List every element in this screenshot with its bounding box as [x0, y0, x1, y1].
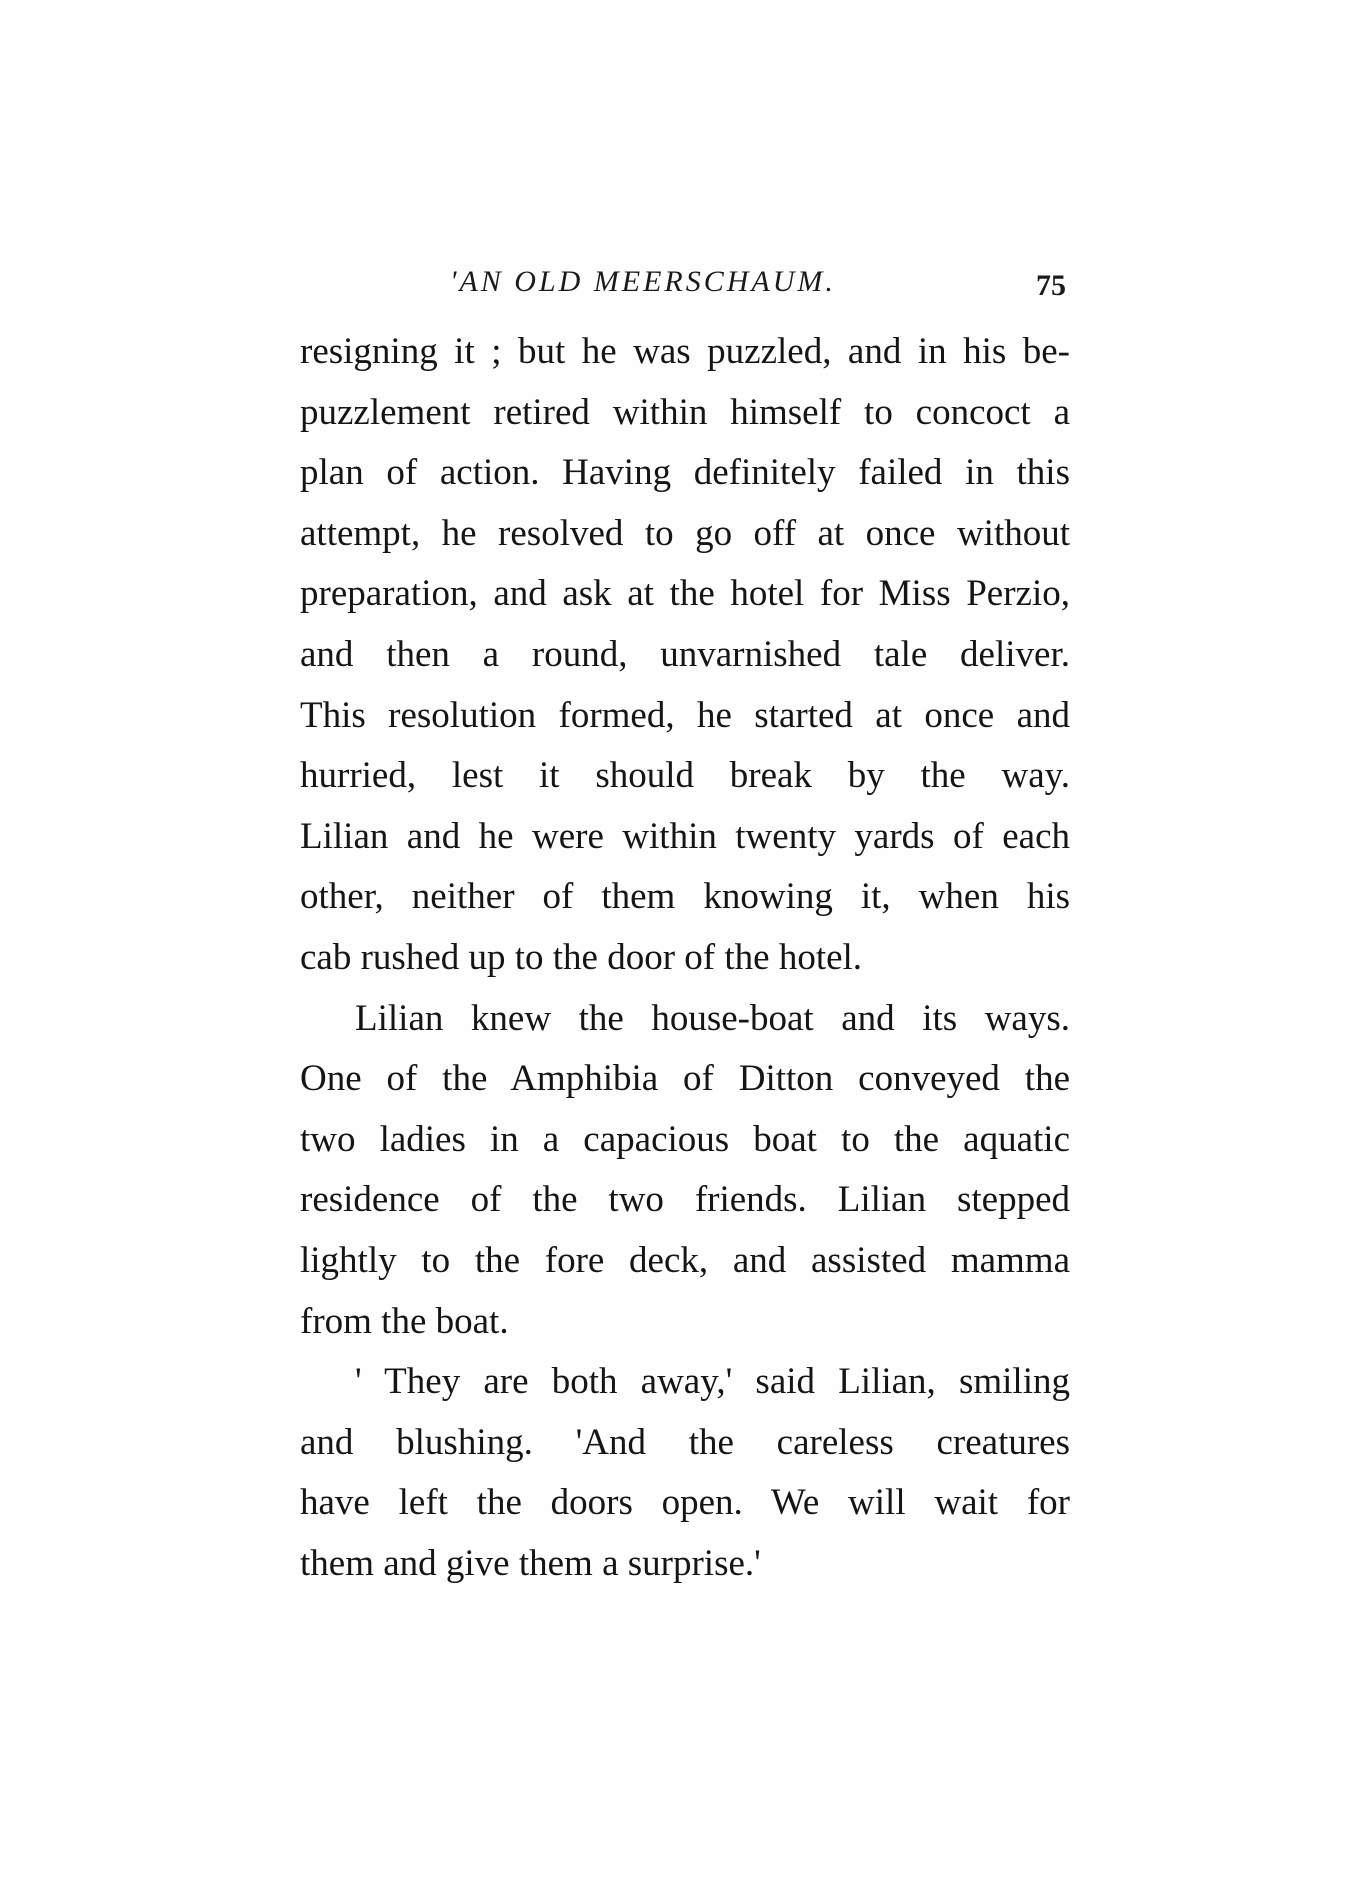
- text-line: preparation, and ask at the hotel for Miss Perzio,: [300, 573, 1070, 615]
- body-text: [300, 322, 1070, 1594]
- text-line: This resolution formed, he started at once and: [300, 694, 1070, 736]
- text-line: have left the doors open. We will wait for: [300, 1482, 1070, 1524]
- running-title: 'AN OLD MEERSCHAUM.: [450, 265, 836, 298]
- text-line: and then a round, unvarnished tale deliver.: [300, 633, 1070, 675]
- text-line: plan of action. Having definitely failed in this: [300, 452, 1070, 494]
- text-line: from the boat.: [300, 1300, 509, 1342]
- text-line: them and give them a surprise.': [300, 1542, 761, 1584]
- text-line: and blushing. 'And the careless creatures: [300, 1421, 1070, 1463]
- text-line: two ladies in a capacious boat to the aquatic: [300, 1118, 1070, 1160]
- text-line: One of the Amphibia of Ditton conveyed the: [300, 1058, 1070, 1100]
- text-line: lightly to the fore deck, and assisted mamma: [300, 1239, 1070, 1281]
- running-head: [300, 262, 1080, 312]
- text-line: Lilian knew the house-boat and its ways.: [355, 997, 1070, 1039]
- paragraph-1: [300, 322, 1070, 989]
- text-line: hurried, lest it should break by the way.: [300, 755, 1070, 797]
- paragraph-2: [300, 989, 1070, 1353]
- text-line: Lilian and he were within twenty yards of each: [300, 815, 1070, 857]
- paragraph-3: [300, 1352, 1070, 1594]
- text-line: resigning it ; but he was puzzled, and in his be-: [300, 331, 1070, 372]
- text-line: cab rushed up to the door of the hotel.: [300, 936, 863, 978]
- text-line: attempt, he resolved to go off at once without: [300, 512, 1070, 554]
- text-line: residence of the two friends. Lilian stepped: [300, 1179, 1070, 1221]
- page-number: 75: [1036, 269, 1066, 302]
- text-line: other, neither of them knowing it, when his: [300, 876, 1070, 918]
- text-line: puzzlement retired within himself to concoct a: [300, 391, 1070, 433]
- text-line: ' They are both away,' said Lilian, smiling: [355, 1361, 1070, 1403]
